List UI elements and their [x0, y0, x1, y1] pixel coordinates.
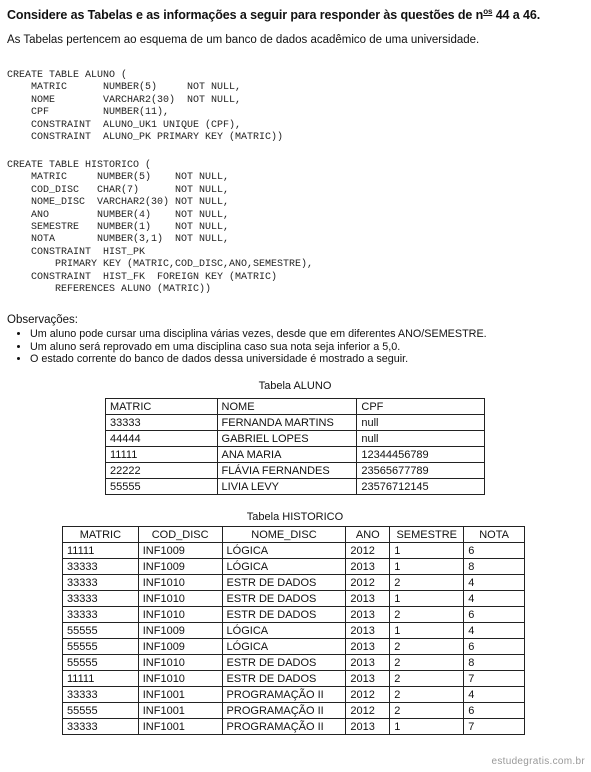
- table-row: [63, 655, 525, 671]
- table-cell: 1: [390, 559, 464, 575]
- column-header: CPF: [357, 399, 485, 415]
- table-cell: LIVIA LEVY: [217, 479, 357, 495]
- table-cell: 2012: [346, 687, 390, 703]
- table-cell: 2013: [346, 655, 390, 671]
- table-cell: 55555: [63, 623, 139, 639]
- table-cell: 12344456789: [357, 447, 485, 463]
- table-cell: 2: [390, 575, 464, 591]
- table-cell: 2013: [346, 607, 390, 623]
- table-cell: 2013: [346, 719, 390, 735]
- table-cell: 6: [464, 607, 525, 623]
- table-row: [63, 639, 525, 655]
- table-cell: 33333: [63, 559, 139, 575]
- table-cell: GABRIEL LOPES: [217, 431, 357, 447]
- aluno-table-caption: Tabela ALUNO: [258, 380, 332, 392]
- table-cell: 8: [464, 655, 525, 671]
- table-cell: FERNANDA MARTINS: [217, 415, 357, 431]
- table-cell: 2013: [346, 591, 390, 607]
- table-cell: ANA MARIA: [217, 447, 357, 463]
- table-cell: INF1010: [138, 591, 222, 607]
- column-header: COD_DISC: [138, 527, 222, 543]
- table-cell: 33333: [63, 575, 139, 591]
- table-cell: 6: [464, 703, 525, 719]
- table-cell: 44444: [106, 431, 218, 447]
- table-row: [63, 687, 525, 703]
- table-cell: 6: [464, 543, 525, 559]
- table-header-row: [106, 399, 485, 415]
- table-cell: 2013: [346, 671, 390, 687]
- table-row: [63, 671, 525, 687]
- observations-list: [18, 328, 487, 366]
- table-cell: INF1009: [138, 543, 222, 559]
- table-cell: 2013: [346, 623, 390, 639]
- table-cell: 22222: [106, 463, 218, 479]
- table-cell: LÓGICA: [222, 543, 346, 559]
- aluno-table: [105, 398, 485, 495]
- table-cell: 2: [390, 687, 464, 703]
- table-cell: 2: [390, 655, 464, 671]
- table-row: [106, 431, 485, 447]
- table-cell: PROGRAMAÇÃO II: [222, 703, 346, 719]
- table-cell: INF1009: [138, 559, 222, 575]
- table-cell: INF1009: [138, 639, 222, 655]
- table-row: [106, 415, 485, 431]
- table-cell: 8: [464, 559, 525, 575]
- sql-create-aluno: CREATE TABLE ALUNO ( MATRIC NUMBER(5) NOT NULL, NOME VARCHAR2(30) NOT NULL, CPF NUMBER(11), CONSTRAINT ALUNO_UK1 UNIQUE (CPF), CONSTRAINT ALUNO_PK PRIMARY KEY (MATRIC)): [7, 70, 284, 144]
- table-cell: 23565677789: [357, 463, 485, 479]
- table-cell: 4: [464, 591, 525, 607]
- table-cell: 2013: [346, 639, 390, 655]
- table-cell: 55555: [63, 639, 139, 655]
- table-cell: ESTR DE DADOS: [222, 655, 346, 671]
- table-cell: INF1010: [138, 575, 222, 591]
- table-row: [63, 607, 525, 623]
- table-cell: 1: [390, 591, 464, 607]
- table-row: [106, 479, 485, 495]
- table-row: [106, 447, 485, 463]
- table-cell: 4: [464, 623, 525, 639]
- column-header: SEMESTRE: [390, 527, 464, 543]
- table-cell: PROGRAMAÇÃO II: [222, 719, 346, 735]
- table-cell: 6: [464, 639, 525, 655]
- table-cell: 33333: [63, 591, 139, 607]
- table-cell: 55555: [63, 655, 139, 671]
- table-cell: ESTR DE DADOS: [222, 575, 346, 591]
- table-cell: LÓGICA: [222, 559, 346, 575]
- table-cell: 1: [390, 543, 464, 559]
- table-row: [63, 591, 525, 607]
- table-cell: 33333: [63, 719, 139, 735]
- table-cell: 11111: [63, 671, 139, 687]
- table-cell: 11111: [63, 543, 139, 559]
- table-cell: 1: [390, 719, 464, 735]
- table-header-row: [63, 527, 525, 543]
- table-cell: 23576712145: [357, 479, 485, 495]
- observations-heading: Observações:: [7, 314, 78, 326]
- title-suffix: 44 a 46.: [492, 8, 541, 23]
- table-row: [63, 623, 525, 639]
- table-cell: 2: [390, 639, 464, 655]
- table-cell: 2: [390, 607, 464, 623]
- observation-item: • Um aluno pode cursar uma disciplina várias vezes, desde que em diferentes ANO/SEMESTRE.: [30, 328, 487, 341]
- table-cell: 1: [390, 623, 464, 639]
- table-cell: 33333: [63, 687, 139, 703]
- historico-table: [62, 526, 525, 735]
- table-row: [63, 559, 525, 575]
- table-cell: 7: [464, 671, 525, 687]
- table-cell: 4: [464, 687, 525, 703]
- table-cell: 33333: [106, 415, 218, 431]
- table-row: [63, 703, 525, 719]
- table-cell: LÓGICA: [222, 639, 346, 655]
- table-cell: null: [357, 431, 485, 447]
- table-cell: 7: [464, 719, 525, 735]
- table-row: [63, 543, 525, 559]
- table-cell: 2012: [346, 703, 390, 719]
- table-cell: FLÁVIA FERNANDES: [217, 463, 357, 479]
- table-cell: 2013: [346, 559, 390, 575]
- table-cell: INF1009: [138, 623, 222, 639]
- table-cell: ESTR DE DADOS: [222, 591, 346, 607]
- table-cell: 55555: [63, 703, 139, 719]
- table-cell: 2: [390, 671, 464, 687]
- column-header: NOME_DISC: [222, 527, 346, 543]
- table-cell: ESTR DE DADOS: [222, 607, 346, 623]
- table-cell: INF1010: [138, 671, 222, 687]
- observation-item: • Um aluno será reprovado em uma disciplina caso sua nota seja inferior a 5,0.: [30, 341, 487, 354]
- table-row: [106, 463, 485, 479]
- sql-create-historico: CREATE TABLE HISTORICO ( MATRIC NUMBER(5) NOT NULL, COD_DISC CHAR(7) NOT NULL, NOME_DISC VARCHAR2(30) NOT NULL, ANO NUMBER(4) NOT NULL, SEMESTRE NUMBER(1) NOT NULL, NOTA NUMBER(3,1) NOT NULL, CONSTRAINT HIST_PK PRIMARY KEY (MATRIC,COD_DISC,ANO,SEMESTRE), CONSTRAINT HIST_FK FOREIGN KEY (MATRIC) REFERENCES ALUNO (MATRIC)): [7, 160, 314, 296]
- observation-item: • O estado corrente do banco de dados dessa universidade é mostrado a seguir.: [30, 353, 487, 366]
- column-header: ANO: [346, 527, 390, 543]
- column-header: MATRIC: [106, 399, 218, 415]
- table-cell: INF1001: [138, 703, 222, 719]
- table-cell: null: [357, 415, 485, 431]
- column-header: NOTA: [464, 527, 525, 543]
- table-row: [63, 719, 525, 735]
- table-cell: 2012: [346, 575, 390, 591]
- table-cell: 33333: [63, 607, 139, 623]
- intro-text: As Tabelas pertencem ao esquema de um banco de dados acadêmico de uma universidade.: [7, 34, 480, 46]
- table-cell: INF1001: [138, 687, 222, 703]
- table-cell: 2012: [346, 543, 390, 559]
- table-cell: ESTR DE DADOS: [222, 671, 346, 687]
- table-cell: PROGRAMAÇÃO II: [222, 687, 346, 703]
- table-cell: INF1010: [138, 607, 222, 623]
- table-cell: LÓGICA: [222, 623, 346, 639]
- column-header: MATRIC: [63, 527, 139, 543]
- table-cell: 2: [390, 703, 464, 719]
- historico-table-caption: Tabela HISTORICO: [246, 511, 344, 523]
- table-cell: 4: [464, 575, 525, 591]
- site-watermark: estudegratis.com.br: [491, 756, 585, 767]
- title-prefix: Considere as Tabelas e as informações a seguir para responder às questões de n: [7, 8, 484, 23]
- table-cell: 55555: [106, 479, 218, 495]
- table-cell: 11111: [106, 447, 218, 463]
- question-title: [7, 7, 540, 22]
- table-row: [63, 575, 525, 591]
- column-header: NOME: [217, 399, 357, 415]
- table-cell: INF1001: [138, 719, 222, 735]
- title-superscript: os: [483, 7, 493, 16]
- table-cell: INF1010: [138, 655, 222, 671]
